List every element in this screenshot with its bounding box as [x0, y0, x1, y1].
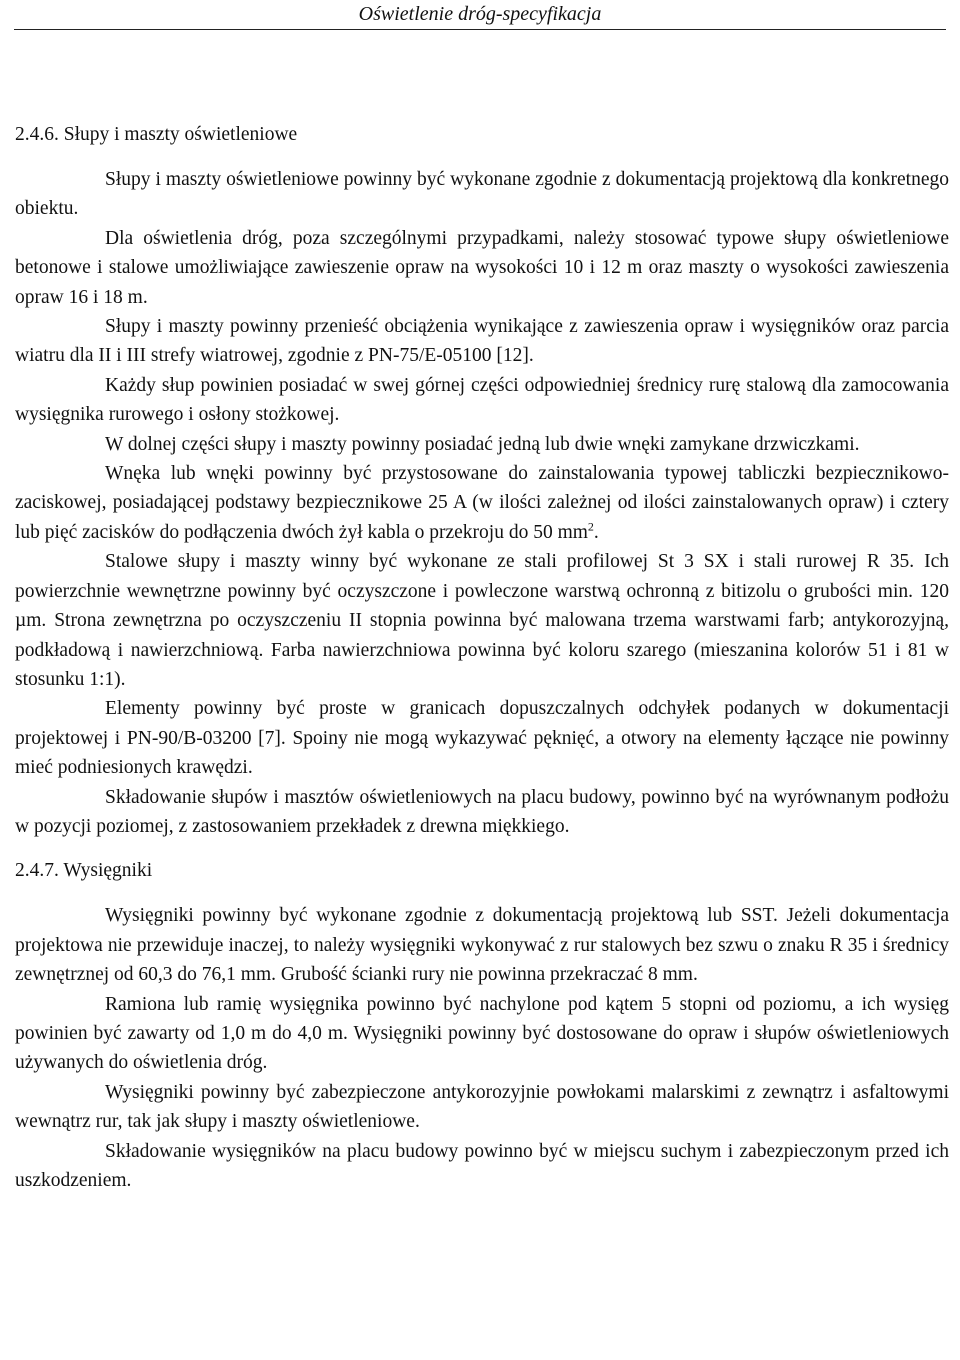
header-rule — [14, 29, 946, 30]
paragraph: Stalowe słupy i maszty winny być wykonane ze stali profilowej St 3 SX i stali rurowej R 35. Ich powierzchnie wewnętrzne powinny być oczyszczone i powleczone warstwą ochronną z bitizolu o grubości min. 120 µm. Strona zewnętrzna po oczyszczeniu II stopnia powinna być malowana trzema warstwami farb; antykorozyjną, podkładową i nawierzchniową. Farba nawierzchniowa powinna być koloru szarego (mieszanina kolorów 51 i 81 w stosunku 1:1). — [15, 551, 949, 690]
paragraph: Słupy i maszty oświetleniowe powinny być wykonane zgodnie z dokumentacją projektową dla konkretnego obiektu. — [15, 169, 949, 220]
paragraph-tail: . — [593, 521, 599, 543]
paragraph: Każdy słup powinien posiadać w swej górnej części odpowiedniej średnicy rurę stalową dla zamocowania wysięgnika rurowego i osłony stożkowej. — [15, 374, 949, 426]
paragraph: Słupy i maszty powinny przenieść obciążenia wynikające z zawieszenia opraw i wysięgników oraz parcia wiatru dla II i III strefy wiatrowej, zgodnie z PN-75/E-05100 [12]. — [15, 316, 949, 367]
paragraph: Ramiona lub ramię wysięgnika powinno być nachylone pod kątem 5 stopni od poziomu, a ich wysięg powinien być zawarty od 1,0 m do 4,0 m. Wysięgniki powinny być dostosowane do opraw i słupów oświetleniowych używanych do oświetlenia dróg. — [15, 993, 949, 1074]
paragraph-with-superscript — [15, 459, 949, 547]
document-body — [15, 120, 949, 1195]
paragraph: W dolnej części słupy i maszty powinny posiadać jedną lub dwie wnęki zamykane drzwiczkami. — [105, 433, 860, 455]
paragraph: Składowanie słupów i masztów oświetleniowych na placu budowy, powinno być na wyrównanym podłożu w pozycji poziomej, z zastosowaniem przekładek z drewna miękkiego. — [15, 786, 949, 837]
header-title-rest: specyfikacja — [502, 3, 602, 25]
paragraph: Wysięgniki powinny być zabezpieczone antykorozyjnie powłokami malarskimi z zewnątrz i asfaltowymi wewnątrz rur, tak jak słupy i maszty oświetleniowe. — [15, 1081, 949, 1133]
header-title — [359, 3, 602, 25]
paragraph: Dla oświetlenia dróg, poza szczególnymi przypadkami, należy stosować typowe słupy oświetleniowe betonowe i stalowe umożliwiające zawieszenie opraw na wysokości 10 i 12 m oraz maszty o wysokości zawieszenia opraw 16 i 18 m. — [15, 227, 949, 308]
section-heading-2-4-7: 2.4.7. Wysięgniki — [15, 860, 153, 882]
paragraph: Składowanie wysięgników na placu budowy powinno być w miejscu suchym i zabezpieczonym przed ich uszkodzeniem. — [15, 1140, 949, 1191]
paragraph-text: Wnęka lub wnęki powinny być przystosowane do zainstalowania typowej tabliczki bezpiecznikowo-zaciskowej, posiadającej podstawy bezpiecznikowe 25 A (w ilości zależnej od ilości zainstalowanych opraw) i cztery lub pięć zacisków do podłączenia dwóch żył kabla o przekroju do 50 mm — [15, 463, 949, 543]
paragraph: Elementy powinny być proste w granicach dopuszczalnych odchyłek podanych w dokumentacji projektowej i PN-90/B-03200 [7]. Spoiny nie mogą wykazywać pęknięć, a otwory na elementy łączące nie powinny mieć podniesionych krawędzi. — [15, 698, 949, 779]
header-title-italic: Oświetlenie dróg- — [358, 3, 503, 25]
section-heading-2-4-6: 2.4.6. Słupy i maszty oświetleniowe — [15, 124, 298, 145]
paragraph: Wysięgniki powinny być wykonane zgodnie z dokumentacją projektową lub SST. Jeżeli dokumentacja projektowa nie przewiduje inaczej, to należy wysięgniki wykonywać z rur stalowych bez szwu o znaku R 35 i średnicy zewnętrznej od 60,3 do 76,1 mm. Grubość ścianki rury nie powinna przekraczać 8 mm. — [15, 905, 949, 986]
page-header — [0, 0, 960, 30]
superscript: 2 — [587, 519, 594, 534]
